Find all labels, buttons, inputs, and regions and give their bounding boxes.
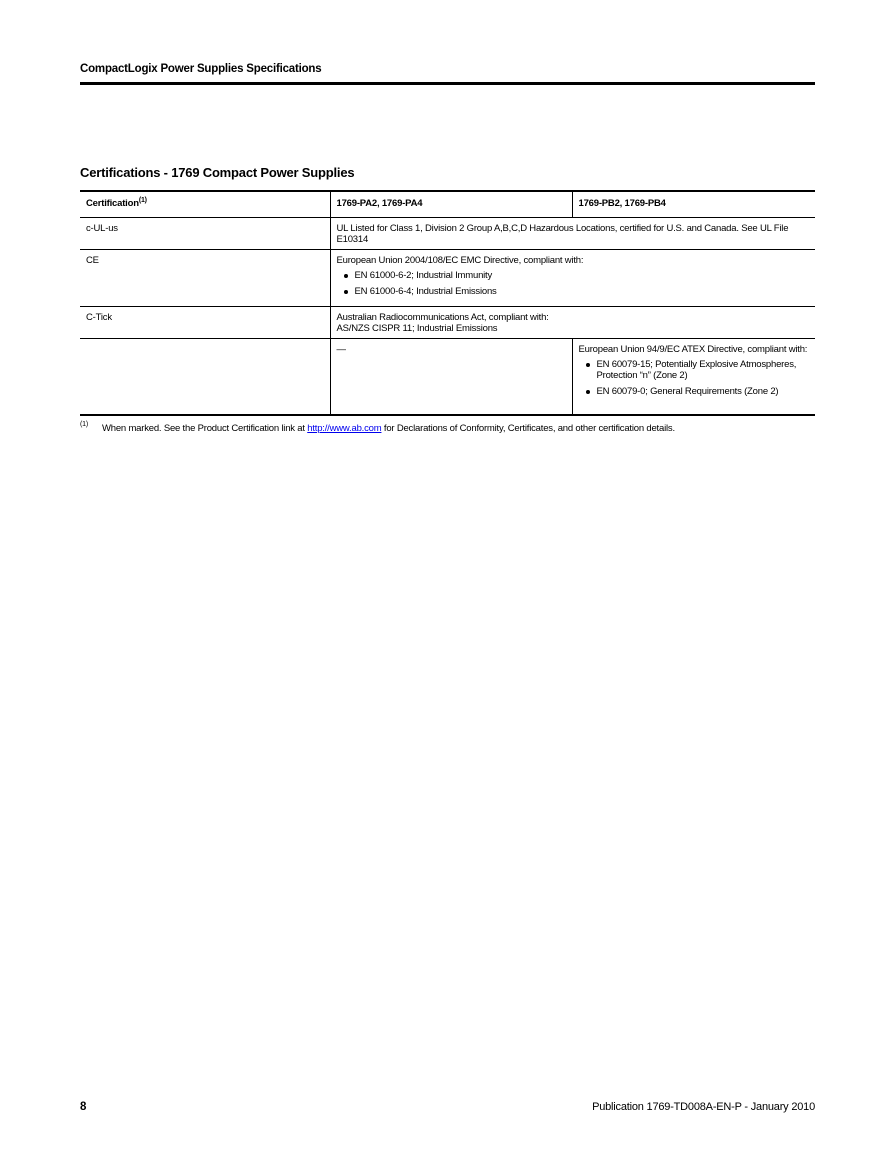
ab-com-link[interactable]: http://www.ab.com [307,423,382,434]
running-header-title: CompactLogix Power Supplies Specifications [80,63,322,75]
footnote-reference: (1) [138,196,147,204]
cert-pb-cell [572,339,815,416]
table-row-atex [80,339,815,416]
cert-description-text: European Union 94/9/EC ATEX Directive, compliant with: [578,344,808,355]
list-item: EN 60079-15; Potentially Explosive Atmospheres, Protection “n” (Zone 2) [579,359,810,381]
header-certification: Certification$^{(1)}$ [80,191,330,218]
list-item: EN 60079-0; General Requirements (Zone 2) [579,386,810,397]
cert-name [80,339,330,416]
header-1769-pa: 1769-PA2, 1769-PA4 [330,191,572,218]
cert-pa-cell: — [330,339,572,416]
cert-description-line: Australian Radiocommunications Act, compliant with: [336,312,549,323]
footnote-marker: (1) [80,421,88,428]
publication-info: Publication 1769-TD008A-EN-P - January 2010 [592,1101,815,1113]
footnote-text: When marked. See the Product Certification link at http://www.ab.com for Declarations of Conformity, Certificates, and other certification details. [102,423,675,434]
cert-name: CE [80,250,330,307]
cert-description [330,250,815,307]
table-row-c-tick [80,307,815,339]
cert-description-text: European Union 2004/108/EC EMC Directive, compliant with: [336,255,584,266]
table-row-c-ul-us [80,218,815,250]
list-item: EN 61000-6-2; Industrial Immunity [337,270,810,281]
cert-description: UL Listed for Class 1, Division 2 Group A,B,C,D Hazardous Locations, certified for U.S. and Canada. See UL File E10314 [330,218,815,250]
table-header-row [80,191,815,218]
certifications-table [80,190,815,416]
header-1769-pb: 1769-PB2, 1769-PB4 [572,191,815,218]
section-title: Certifications - 1769 Compact Power Supplies [80,165,355,180]
bullet-list [579,359,810,397]
page-number: 8 [80,1101,87,1113]
table-row-ce [80,250,815,307]
header-rule [80,82,815,85]
cert-description [330,307,815,339]
list-item: EN 61000-6-4; Industrial Emissions [337,286,810,297]
cert-name: C-Tick [80,307,330,339]
cert-name: c-UL-us [80,218,330,250]
cert-description-line: AS/NZS CISPR 11; Industrial Emissions [336,323,498,334]
bullet-list [337,270,810,297]
